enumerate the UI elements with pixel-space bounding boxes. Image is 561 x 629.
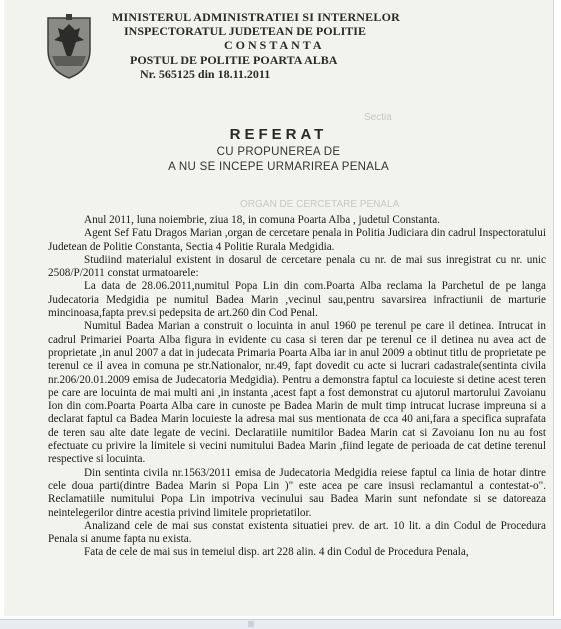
paragraph: Numitul Badea Marian a construit o locuinta in anul 1960 pe terenul pe care il detinea. Intrucat in cadrul Primariei Poarta Alba figura in evidente cu casa si teren dar pe terenul ce il detinea nu avea act de proprietate ,in anul 2007 a dat in judecata Primaria Poarta Alba iar in anul 2009 a obtinut titlu de proprietate pe terenul ce il avea in comuna pe str.Nationalor, nr.49, fapt dovedit cu acte si lucrari cadastrale(sentinta civila nr.206/20.01.2009 emisa de Judecatoria Medgidia). Pentru a demonstra faptul ca locuieste si detine acest teren pe care are locuinta de mai multi ani ,in instanta ,acest fapt a fost demonstrat cu ajutorul martorului Zavoianu Ion din com.Poarta Poarta Alba care in cunoste pe Badea Marin de mult timp intrucat lucrase impreuna si a declarat faptul ca Badea Marin locuieste la adresa mai sus mentionata de cca 40 ani,fara a specifica suprafata de teren sau alte date legate de vecini. Declaratiile numitilor Badea Marin cat si Zavoianu Ion nu au fost efectuate cu privire la limitele si vecini numitului Badea Marin ,fiind legate de perioada de cat detine terenul respective si locuinta. (48, 320, 546, 466)
document-subtitle: A NU SE INCEPE URMARIREA PENALA (168, 161, 389, 173)
paragraph: Anul 2011, luna noiembrie, ziua 18, in comuna Poarta Alba , judetul Constanta. (84, 214, 440, 226)
document-page (4, 0, 554, 616)
bleed-through-text: Sectia (364, 112, 392, 123)
horizontal-scrollbar[interactable] (0, 619, 561, 629)
coat-of-arms-icon (42, 10, 96, 80)
letterhead-number: Nr. 565125 din 18.11.2011 (140, 66, 271, 81)
paragraph: Agent Sef Fatu Dragos Marian ,organ de cercetare penala in Politia Judiciara din cadrul Inspectoratului Judetean de Politie Constanta, Sectia 4 Politie Rurala Medgidia. (48, 227, 546, 253)
letterhead (104, 10, 434, 81)
paragraph: Studiind materialul existent in dosarul de cercetare penala cu nr. de mai sus inregistrat cu nr. unic 2508/P/2011 constat urmatoarele: (48, 253, 546, 280)
paragraph: La data de 28.06.2011,numitul Popa Lin din com.Poarta Alba reclama la Parchetul de pe langa Judecatoria Medgidia pe numitul Badea Marin ,vecinul sau,pentru savarsirea infractiunii de marturie mincinoasa,fapta prev.si pedepsita de art.260 din Cod Penal. (48, 280, 546, 320)
letterhead-post: POSTUL DE POLITIE POARTA ALBA (130, 52, 338, 67)
paragraph: Analizand cele de mai sus constat existenta situatiei prev. de art. 10 lit. a din Codul de Procedura Penala si anume fapta nu exista. (48, 519, 546, 546)
letterhead-ministry: MINISTERUL ADMINISTRATIEI SI INTERNELOR (112, 10, 400, 24)
paragraph: Fata de cele de mai sus in temeiul disp. art 228 alin. 4 din Codul de Procedura Penala, (84, 546, 469, 559)
scrollbar-grip-icon[interactable]: ||| (248, 621, 255, 628)
document-body (48, 214, 546, 560)
letterhead-county: CONSTANTA (224, 38, 325, 53)
paragraph: Din sentinta civila nr.1563/2011 emisa de Judecatoria Medgidia reiese faptul ca linia de hotar dintre cele doua parti(dintre Badea Marin si Popa Lin )" este acea pe care insusi reclamantul a contestat-o". Reclamatiile numitului Popa Lin impotriva vecinului sau Badea Marin sunt nefondate si se datoreaza neintelegerilor dintre acestia privind limitele proprietatilor. (48, 466, 546, 519)
letterhead-inspectorate: INSPECTORATUL JUDETEAN DE POLITIE (124, 24, 366, 39)
document-title: REFERAT (229, 126, 328, 143)
document-subtitle: CU PROPUNEREA DE (216, 146, 341, 158)
bleed-through-text: ORGAN DE CERCETARE PENALA (240, 199, 400, 210)
